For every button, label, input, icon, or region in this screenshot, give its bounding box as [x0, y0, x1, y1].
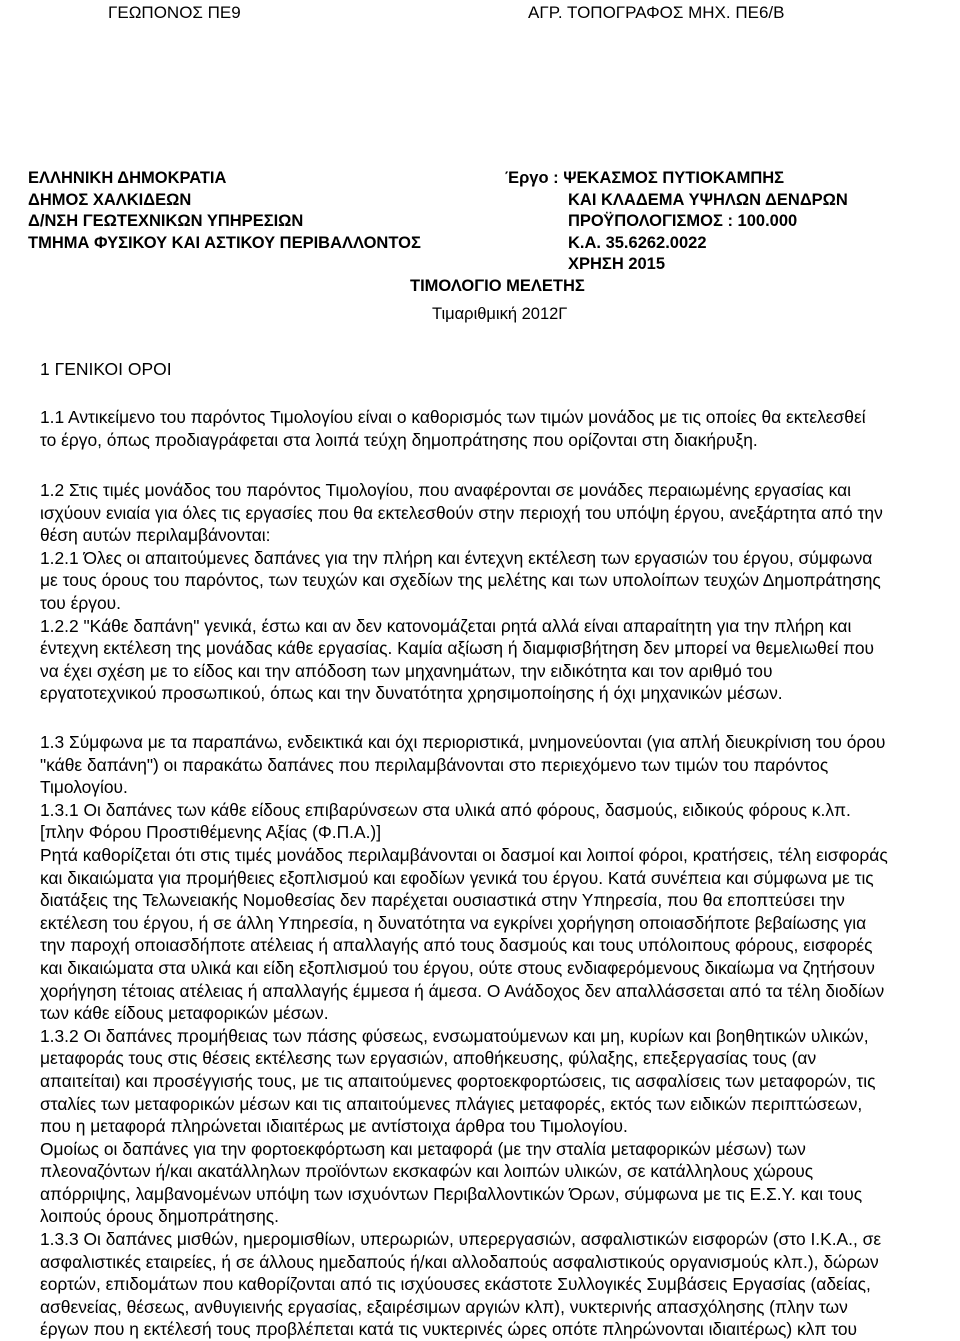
paragraph-line: λοιπούς όρους δημοπράτησης. [40, 1206, 279, 1227]
organization-line: ΕΛΛΗΝΙΚΗ ΔΗΜΟΚΡΑΤΙΑ [28, 169, 227, 187]
section-heading: 1 ΓΕΝΙΚΟΙ ΟΡΟΙ [40, 359, 172, 379]
paragraph-line: και δικαιώματα στα υλικά και είδη εξοπλισμού του έργου, ούτε στους ενδιαφερόμενους δικαίωμα να ζητήσουν [40, 957, 875, 978]
paragraph-line: θέση αυτών περιλαμβάνονται: [40, 525, 271, 546]
paragraph-line: και δικαιώματα για προμήθειες εξοπλισμού και εφοδίων γενικά του έργου. Κατά συνέπεια και σύμφωνα με τις [40, 867, 874, 888]
paragraph-line: την παροχή οποιασδήποτε ατέλειας ή απαλλαγής από τους δασμούς και τους υπόλοιπους φόρους, εισφορές [40, 935, 873, 956]
project-line: ΠΡΟΫΠΟΛΟΓΙΣΜΟΣ : 100.000 [568, 212, 798, 230]
paragraph-line: Ρητά καθορίζεται ότι στις τιμές μονάδος περιλαμβάνονται οι δασμοί και λοιποί φόροι, κρατήσεις, τέλη εισφοράς [40, 844, 888, 865]
paragraph-line: 1.3.3 Οι δαπάνες μισθών, ημερομισθίων, υπερωριών, υπερεργασιών, ασφαλιστικών εισφορών (στο Ι.Κ.Α., σε [40, 1229, 882, 1250]
paragraph-line: έργων που η εκτέλεσή τους προβλέπεται κατά τις νυκτερινές ώρες οπότε πληρώνονται ιδιαιτέρως) κλπ του [40, 1319, 858, 1340]
paragraph-line: χορήγηση τέτοιας ατέλειας ή απαλλαγής έμμεσα ή άμεσα. Ο Ανάδοχος δεν απαλλάσσεται από τα τέλη διοδίων [40, 980, 885, 1001]
paragraph-line: 1.2.1 Όλες οι απαιτούμενες δαπάνες για την πλήρη και έντεχνη εκτέλεση των εργασιών του έργου, σύμφωνα [40, 547, 873, 568]
organization-line: ΤΜΗΜΑ ΦΥΣΙΚΟΥ ΚΑΙ ΑΣΤΙΚΟΥ ΠΕΡΙΒΑΛΛΟΝΤΟΣ [28, 233, 421, 252]
paragraph-line: εκτέλεση του έργου, ή σε άλλη Υπηρεσία, η δυνατότητα να εγκρίνει χορήγηση οποιασδήποτε βεβαίωσης για [40, 912, 867, 933]
paragraph-line: 1.2.2 "Κάθε δαπάνη" γενικά, έστω και αν δεν κατονομάζεται ρητά αλλά είναι απαραίτητη για την πλήρη και [40, 615, 852, 636]
page-header-right: ΑΓΡ. ΤΟΠΟΓΡΑΦΟΣ ΜΗΧ. ΠΕ6/Β [528, 3, 785, 22]
paragraph-line: το έργο, όπως προδιαγράφεται στα λοιπά τεύχη δημοπράτησης που ορίζονται στη διακήρυξη. [40, 429, 758, 450]
paragraph-line: 1.3.2 Οι δαπάνες προμήθειας των πάσης φύσεως, ενσωματούμενων και μη, κυρίων και βοηθητικών υλικών, [40, 1025, 869, 1046]
paragraph-line: έντεχνη εκτέλεση της μονάδας κάθε εργασίας. Καμία αξίωση ή διαμφισβήτηση δεν μπορεί να θεμελιωθεί που [40, 638, 875, 659]
paragraph [40, 731, 940, 1341]
paragraph-line: του έργου. [40, 592, 121, 613]
project-line: Έργο : ΨΕΚΑΣΜΟΣ ΠΥΤΙΟΚΑΜΠΗΣ [505, 169, 785, 187]
paragraph-line: που η μεταφορά πληρώνεται ιδιαιτέρως με αντίστοιχα άρθρα του Τιμολογίου. [40, 1116, 628, 1137]
paragraph [40, 406, 940, 451]
paragraph-line: Τιμολογίου. [40, 777, 128, 798]
project-line: ΧΡΗΣΗ 2015 [568, 255, 666, 273]
document-title: ΤΙΜΟΛΟΓΙΟ ΜΕΛΕΤΗΣ [410, 277, 585, 295]
paragraph [40, 479, 940, 705]
paragraph-line: σταλίες των μεταφορικών μέσων και τις απαιτούμενες πλάγιες μεταφορές, εκτός των ειδικών περιπτώσεων, [40, 1093, 863, 1114]
paragraph-line: Ομοίως οι δαπάνες για την φορτοεκφόρτωση και μεταφορά (με την σταλία μεταφορικών μέσων) των [40, 1138, 806, 1159]
paragraph-line: διατάξεις της Τελωνειακής Νομοθεσίας δεν παρέχεται ουσιαστικά στην Υπηρεσία, που θα εποπτεύσει την [40, 890, 845, 911]
paragraph-line: απόρριψης, λαμβανομένων υπόψη των ισχυόντων Περιβαλλοντικών Όρων, σύμφωνα με τις Ε.Σ.Υ. και τους [40, 1183, 863, 1204]
project-line: Κ.Α. 35.6262.0022 [568, 233, 707, 252]
paragraph-line: ασφαλιστικές εταιρείες, ή σε άλλους ημεδαπούς ή/και αλλοδαπούς ασφαλιστικούς οργανισμούς κλπ.), δώρων [40, 1251, 879, 1272]
paragraph-line: ασθενείας, θέσεως, ανθυγιεινής εργασίας, εξαιρέσιμων αργιών κλπ), νυκτερινής απασχόλησης (πλην των [40, 1296, 848, 1317]
document-subtitle: Τιμαριθμική 2012Γ [432, 305, 568, 323]
paragraph-line: ισχύουν ενιαία για όλες τις εργασίες που θα εκτελεσθούν στην περιοχή του υπόψη έργου, ανεξάρτητα από την [40, 502, 883, 523]
paragraph-line: 1.1 Αντικείμενο του παρόντος Τιμολογίου είναι ο καθορισμός των τιμών μονάδος με τις οποίες θα εκτελεσθεί [40, 407, 866, 427]
paragraph-line: των κάθε είδους μεταφορικών μέσων. [40, 1003, 329, 1024]
paragraph-line: [πλην Φόρου Προστιθέμενης Αξίας (Φ.Π.Α.)] [40, 822, 382, 843]
page-header-left: ΓΕΩΠΟΝΟΣ ΠΕ9 [108, 3, 241, 22]
paragraph-line: "κάθε δαπάνη") οι παρακάτω δαπάνες που περιλαμβάνονται στο περιεχόμενο των τιμών του παρόντος [40, 754, 829, 775]
paragraph-line: απαιτείται) και προσέγγισής τους, με τις απαιτούμενες φορτοεκφορτώσεις, τις ασφαλίσεις των μεταφορών, τις [40, 1070, 876, 1091]
paragraph-line: πλεοναζόντων ή/και ακατάλληλων προϊόντων εκσκαφών και λοιπών υλικών, σε κατάλληλους χώρους [40, 1161, 814, 1182]
project-line: ΚΑΙ ΚΛΑΔΕΜΑ ΥΨΗΛΩΝ ΔΕΝΔΡΩΝ [568, 190, 848, 209]
paragraph-line: 1.3 Σύμφωνα με τα παραπάνω, ενδεικτικά και όχι περιοριστικά, μνημονεύονται (για απλή διευκρίνιση του όρου [40, 732, 886, 752]
paragraph-line: 1.3.1 Οι δαπάνες των κάθε είδους επιβαρύνσεων στα υλικά από φόρους, δασμούς, ειδικούς φόρους κ.λπ. [40, 799, 851, 820]
organization-line: ΔΗΜΟΣ ΧΑΛΚΙΔΕΩΝ [28, 190, 192, 209]
paragraph-line: 1.2 Στις τιμές μονάδος του παρόντος Τιμολογίου, που αναφέρονται σε μονάδες περαιωμένης εργασίας και [40, 480, 851, 500]
paragraph-line: εργατοτεχνικού προσωπικού, όπως και την δυνατότητα χρησιμοποίησης ή όχι μηχανικών μέσων. [40, 683, 783, 704]
organization-line: Δ/ΝΣΗ ΓΕΩΤΕΧΝΙΚΩΝ ΥΠΗΡΕΣΙΩΝ [28, 212, 304, 230]
paragraph-line: μεταφοράς τους στις θέσεις εκτέλεσης των εργασιών, αποθήκευσης, φύλαξης, επεξεργασίας τους (αν [40, 1048, 817, 1069]
paragraph-line: εορτών, επιδομάτων που καθορίζονται από τις ισχύουσες εκάστοτε Συλλογικές Συμβάσεις Εργασίας (αδείας, [40, 1274, 871, 1295]
paragraph-line: με τους όρους του παρόντος, των τευχών και σχεδίων της μελέτης και των υπολοίπων τευχών Δημοπράτησης [40, 570, 881, 591]
paragraph-line: να έχει σχέση με το είδος και την απόδοση των μηχανημάτων, την ειδικότητα και τον αριθμό του [40, 660, 773, 681]
